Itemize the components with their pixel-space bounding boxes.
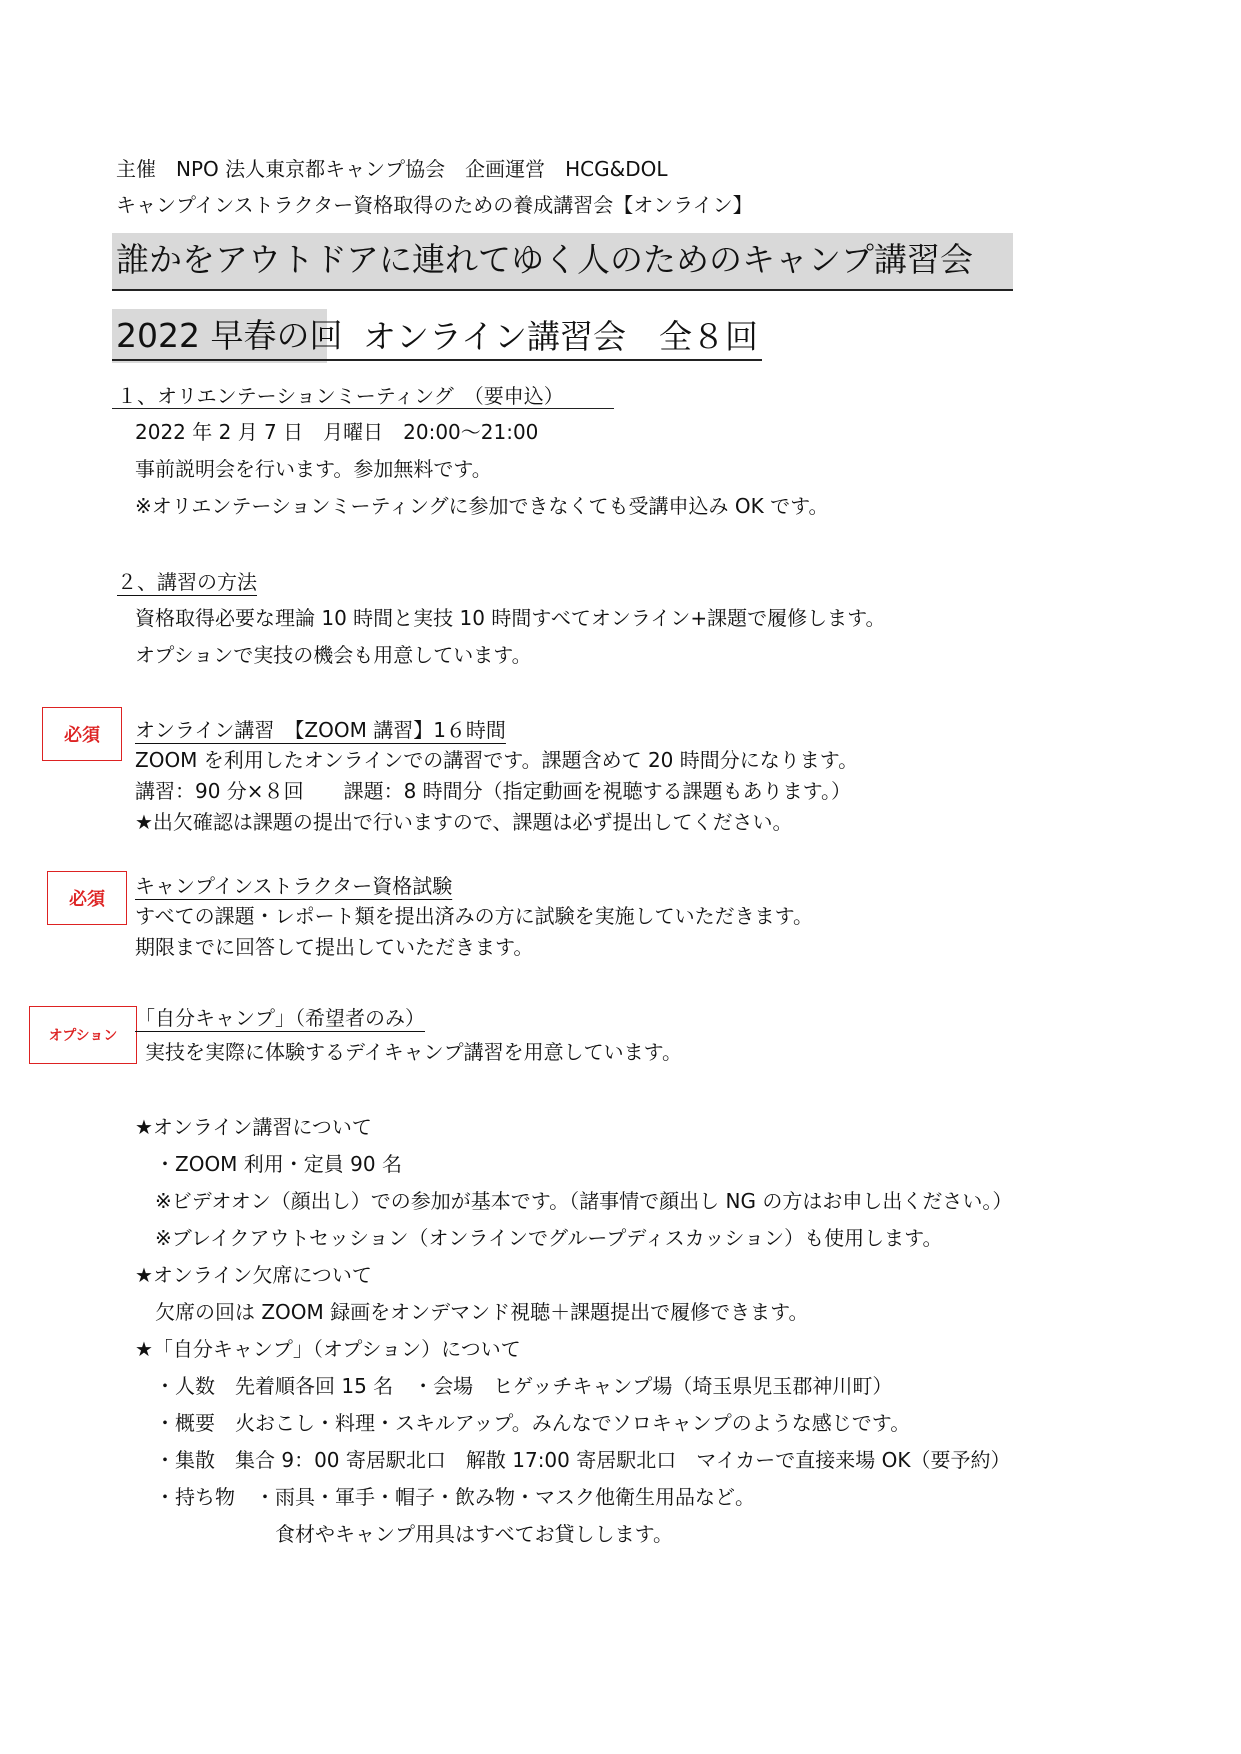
- section2-line: 資格取得必要な理論 10 時間と実技 10 時間すべてオンライン+課題で履修します。: [135, 606, 886, 630]
- exam-line: 期限までに回答して提出していただきます。: [135, 935, 534, 959]
- required-badge: 必須: [47, 871, 127, 925]
- option-line: 実技を実際に体験するデイキャンプ講習を用意しています。: [145, 1040, 682, 1064]
- online-lecture-line: 講習：90 分×８回 課題：8 時間分（指定動画を視聴する課題もあります。）: [135, 779, 852, 803]
- note-line: ・人数 先着順各回 15 名 ・会場 ヒゲッチキャンプ場（埼玉県児玉郡神川町）: [135, 1374, 893, 1398]
- required-badge: 必須: [42, 707, 122, 761]
- section1-line: ※オリエンテーションミーティングに参加できなくても受講申込み OK です。: [135, 494, 829, 518]
- option-badge: オプション: [29, 1006, 137, 1064]
- course-description: キャンプインストラクター資格取得のための養成講習会【オンライン】: [116, 193, 753, 217]
- note-line: ・集散 集合 9：00 寄居駅北口 解散 17:00 寄居駅北口 マイカーで直接来場 OK（要予約）: [135, 1448, 1011, 1472]
- section2-line: オプションで実技の機会も用意しています。: [135, 643, 532, 667]
- note-line: ※ブレイクアウトセッション（オンラインでグループディスカッション）も使用します。: [135, 1226, 943, 1250]
- main-title-underline: [112, 289, 1013, 291]
- note-line: ★「自分キャンプ」（オプション）について: [135, 1337, 521, 1361]
- note-line: ★オンライン講習について: [135, 1115, 372, 1139]
- sub-title-course: オンライン講習会 全８回: [330, 317, 759, 356]
- note-line: ・持ち物 ・雨具・軍手・帽子・飲み物・マスク他衛生用品など。: [135, 1485, 755, 1509]
- note-line: 欠席の回は ZOOM 録画をオンデマンド視聴＋課題提出で履修できます。: [135, 1300, 809, 1324]
- online-lecture-heading: オンライン講習 【ZOOM 講習】1６時間: [135, 718, 506, 742]
- organizer-line: 主催 NPO 法人東京都キャンプ協会 企画運営 HCG&DOL: [116, 157, 668, 181]
- main-title: 誰かをアウトドアに連れてゆく人のためのキャンプ講習会: [112, 233, 1013, 291]
- section1-heading: １、オリエンテーションミーティング （要申込）: [117, 384, 564, 408]
- section1-line: 事前説明会を行います。参加無料です。: [135, 457, 492, 481]
- note-line: ※ビデオオン（顔出し）での参加が基本です。（諸事情で顔出し NG の方はお申し出ください。）: [135, 1189, 1013, 1213]
- note-line: ・概要 火おこし・料理・スキルアップ。みんなでソロキャンプのような感じです。: [135, 1411, 911, 1435]
- section1-underline: [112, 408, 614, 409]
- online-lecture-line: ZOOM を利用したオンラインでの講習です。課題含めて 20 時間分になります。: [135, 748, 859, 772]
- section1-line: 2022 年 2 月 7 日 月曜日 20:00～21:00: [135, 420, 539, 444]
- exam-line: すべての課題・レポート類を提出済みの方に試験を実施していただきます。: [135, 904, 813, 928]
- option-heading: 「自分キャンプ」（希望者のみ）: [135, 1006, 425, 1030]
- sub-title-underline: [112, 359, 762, 361]
- note-line: 食材やキャンプ用具はすべてお貸しします。: [135, 1522, 673, 1546]
- online-lecture-line: ★出欠確認は課題の提出で行いますので、課題は必ず提出してください。: [135, 810, 793, 834]
- section2-heading: ２、講習の方法: [117, 570, 257, 594]
- note-line: ★オンライン欠席について: [135, 1263, 372, 1287]
- note-line: ・ZOOM 利用・定員 90 名: [135, 1152, 402, 1176]
- exam-heading: キャンプインストラクター資格試験: [135, 874, 453, 898]
- sub-title-season: 2022 早春の回: [112, 309, 327, 363]
